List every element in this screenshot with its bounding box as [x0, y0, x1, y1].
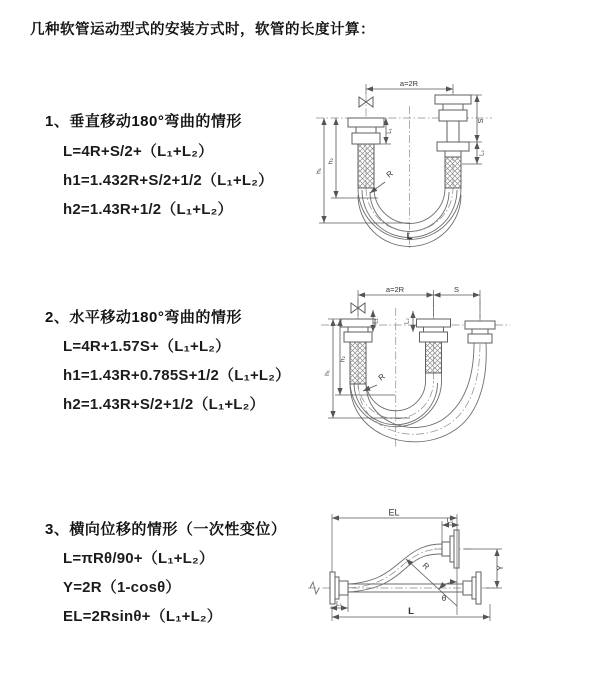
- section-3-formula-Y: Y=2R（1-cosθ）: [63, 579, 181, 596]
- d1-right-flange-original: [437, 142, 469, 188]
- section-1-formula-h1: h1=1.432R+S/2+1/2（L₁+L₂）: [63, 172, 274, 189]
- section-2-formula-h2: h2=1.43R+S/2+1/2（L₁+L₂）: [63, 396, 265, 413]
- section-3-formula-EL: EL=2Rsinθ+（L₁+L₂）: [63, 608, 222, 625]
- d2-dim-l2: [405, 311, 414, 332]
- dim-label-h1: h₁: [324, 370, 331, 376]
- dim-label-el: EL: [388, 507, 400, 518]
- dim-label-a2r: a=2R: [385, 285, 405, 294]
- section-3-heading: 3、横向位移的情形（一次性变位）: [45, 521, 287, 538]
- d2-dim-s: [434, 285, 481, 295]
- dim-label-h1: h₁: [315, 168, 323, 174]
- dim-label-l2: L₂: [404, 318, 411, 324]
- dim-label-l1: L₁: [336, 600, 342, 608]
- d2-braid-left: [350, 342, 366, 384]
- diagram-1-vertical-180-bend: [310, 76, 600, 256]
- d3-upper-flange-moved: [442, 530, 459, 568]
- dim-label-l1: L₁: [387, 128, 393, 134]
- diagram-2-horizontal-180-bend: [315, 283, 600, 455]
- dim-label-l1: L₁: [373, 318, 380, 324]
- d2-hose-arcs: [350, 343, 486, 442]
- section-1-formula-h2: h2=1.43R+1/2（L₁+L₂）: [63, 201, 233, 218]
- dim-label-l2: L₂: [446, 517, 454, 525]
- dim-label-a2r: a=2R: [399, 79, 419, 88]
- d2-braid-middle: [426, 342, 442, 373]
- d1-right-flange-moved: [435, 95, 471, 142]
- dim-label-y: Y: [496, 565, 505, 571]
- d2-left-flange: [341, 319, 375, 384]
- d2-dim-l1: [373, 310, 380, 332]
- d1-dim-a2r: [366, 79, 453, 94]
- d2-dim-a2r: [358, 285, 480, 319]
- d1-braid-left: [358, 144, 374, 188]
- d1-left-flange: [348, 118, 384, 188]
- section-1-formula-L: L=4R+S/2+（L₁+L₂）: [63, 143, 214, 160]
- dim-label-l2: L₂: [479, 150, 486, 156]
- d3-dim-l: [332, 604, 490, 621]
- d1-braid-right: [445, 157, 461, 188]
- page-title: 几种软管运动型式的安装方式时，软管的长度计算：: [30, 22, 375, 38]
- dim-label-h2: h₂: [339, 355, 347, 363]
- dim-label-theta: θ: [441, 594, 447, 603]
- dim-label-l: L: [408, 606, 414, 617]
- section-2-formula-h1: h1=1.43R+0.785S+1/2（L₁+L₂）: [63, 367, 291, 384]
- dim-label-s: S: [453, 285, 460, 294]
- d3-right-flange-original: [463, 572, 481, 604]
- diagram-3-lateral-displacement: [300, 508, 600, 643]
- d3-angle-theta: [439, 582, 457, 603]
- dim-label-r: R: [376, 371, 387, 383]
- section-1-heading: 1、垂直移动180°弯曲的情形: [45, 113, 242, 130]
- d2-right-flange-moved: [465, 321, 495, 343]
- dim-label-s: S: [476, 118, 485, 124]
- section-2-heading: 2、水平移动180°弯曲的情形: [45, 309, 242, 326]
- d2-middle-flange: [417, 319, 451, 373]
- dim-label-r: R: [420, 560, 432, 572]
- d3-dim-el: [332, 508, 457, 616]
- section-2-formula-L: L=4R+1.57S+（L₁+L₂）: [63, 338, 231, 355]
- dim-label-r: R: [384, 168, 395, 180]
- dim-label-l: L: [406, 231, 413, 242]
- d3-left-flange: [330, 572, 348, 604]
- section-3-formula-L: L=πRθ/90+（L₁+L₂）: [63, 550, 215, 567]
- dim-label-h2: h₂: [327, 157, 335, 165]
